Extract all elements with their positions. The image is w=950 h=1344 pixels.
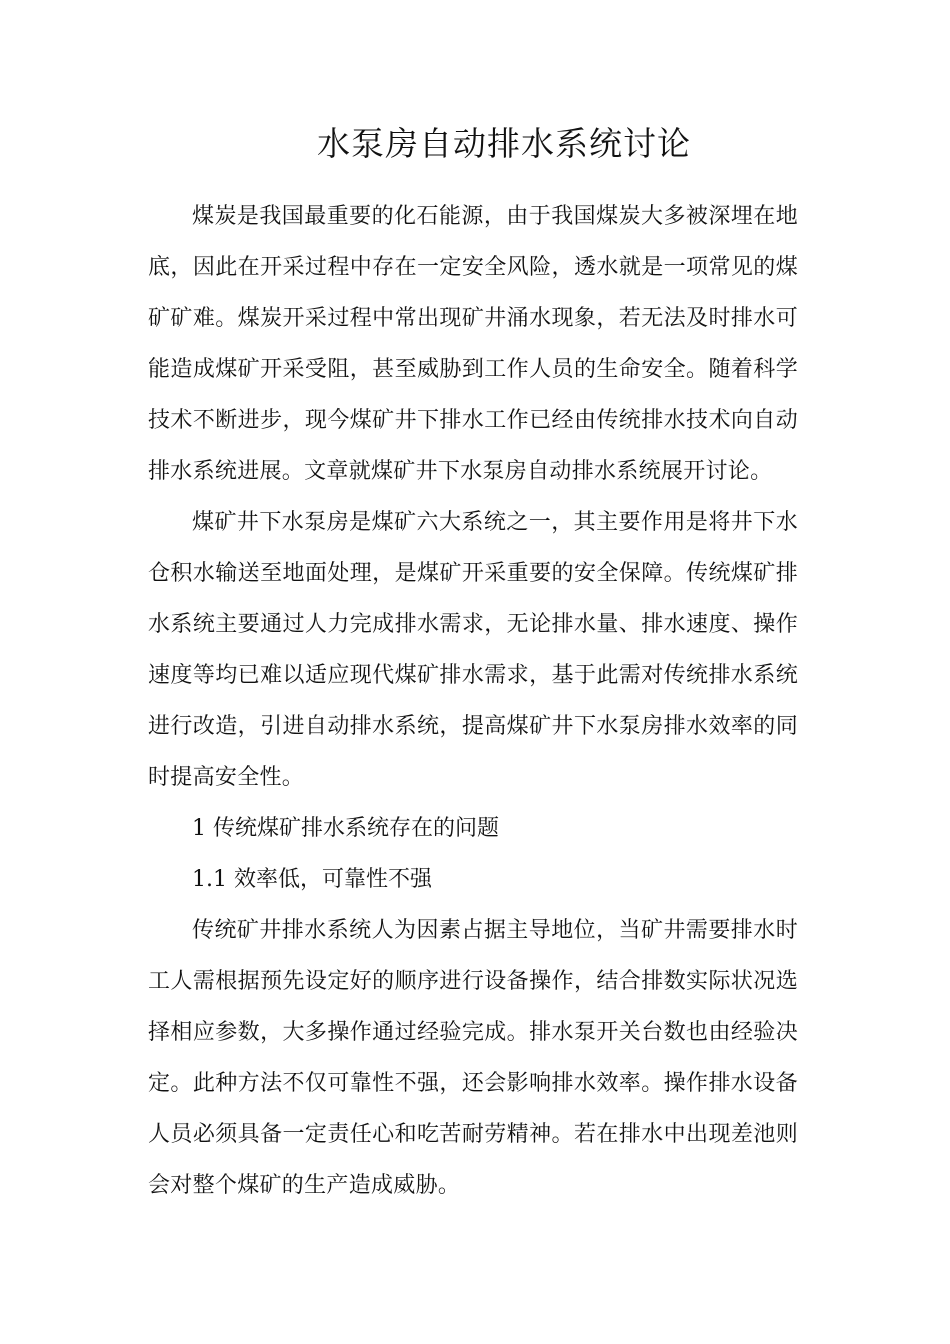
subsection-paragraph: 传统矿井排水系统人为因素占据主导地位，当矿井需要排水时工人需根据预先设定好的顺序进行设备操作，结合排数实际状况选择相应参数，大多操作通过经验完成。排水泵开关台数也由经验决定。此种方法不仅可靠性不强，还会影响排水效率。操作排水设备人员必须具备一定责任心和吃苦耐劳精神。若在排水中出现差池则会对整个煤矿的生产造成威胁。 bbox=[148, 918, 798, 1198]
background-paragraph: 煤矿井下水泵房是煤矿六大系统之一，其主要作用是将井下水仓积水输送至地面处理，是煤矿开采重要的安全保障。传统煤矿排水系统主要通过人力完成排水需求，无论排水量、排水速度、操作速度等均已难以适应现代煤矿排水需求，基于此需对传统排水系统进行改造，引进自动排水系统，提高煤矿井下水泵房排水效率的同时提高安全性。 bbox=[148, 510, 798, 790]
intro-paragraph: 煤炭是我国最重要的化石能源，由于我国煤炭大多被深埋在地底，因此在开采过程中存在一定安全风险，透水就是一项常见的煤矿矿难。煤炭开采过程中常出现矿井涌水现象，若无法及时排水可能造成煤矿开采受阻，甚至威胁到工作人员的生命安全。随着科学技术不断进步，现今煤矿井下排水工作已经由传统排水技术向自动排水系统进展。文章就煤矿井下水泵房自动排水系统展开讨论。 bbox=[148, 204, 798, 484]
document-body bbox=[148, 191, 798, 1211]
subsection-heading: 1.1 效率低，可靠性不强 bbox=[192, 867, 432, 892]
section-heading: 1 传统煤矿排水系统存在的问题 bbox=[192, 816, 499, 841]
document-title: 水泵房自动排水系统讨论 bbox=[317, 124, 691, 163]
